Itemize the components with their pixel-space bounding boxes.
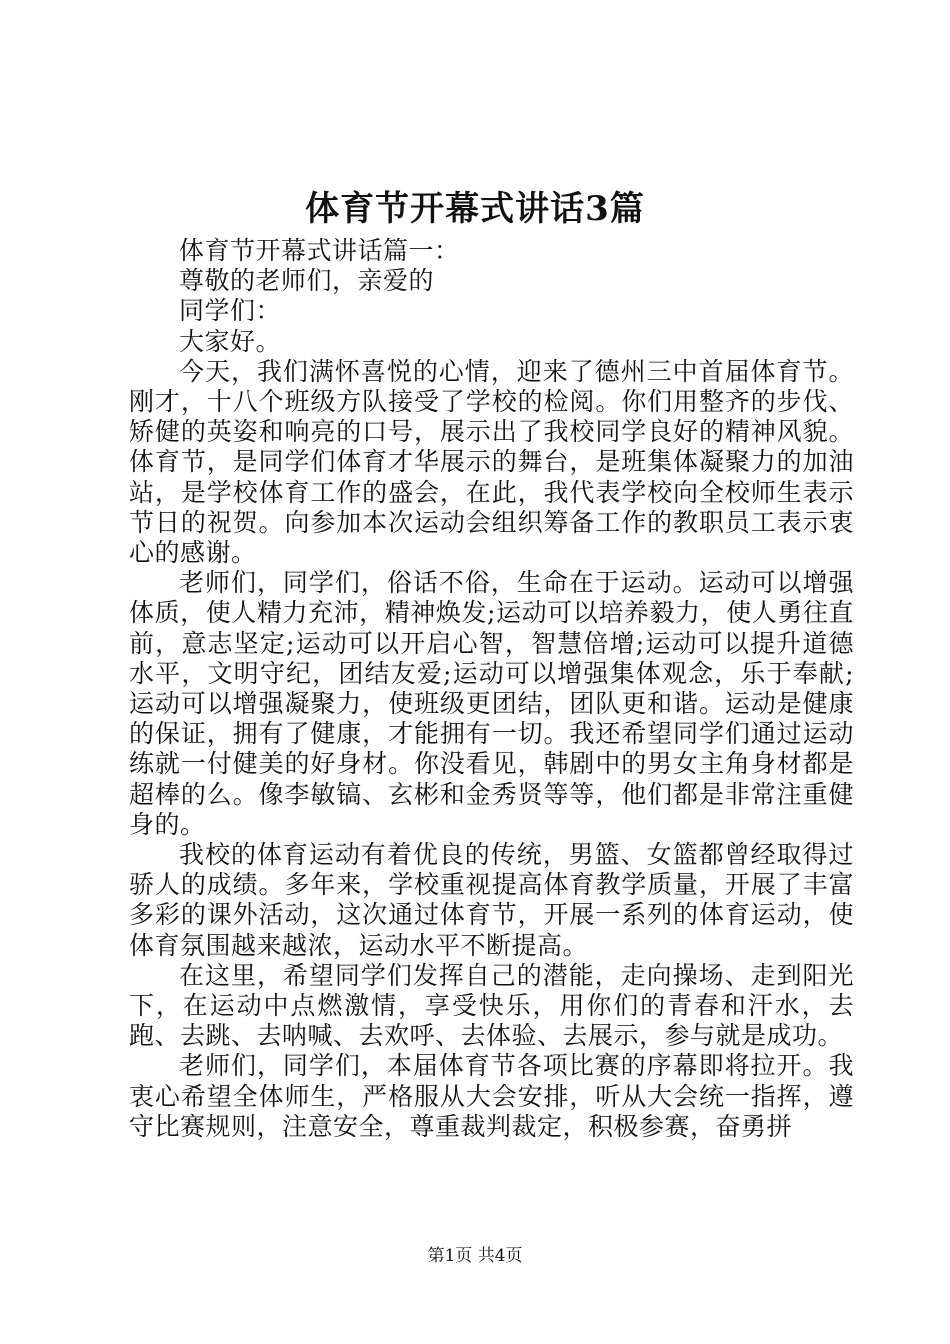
document-body xyxy=(129,236,854,1142)
paragraph: 体育节开幕式讲话篇一： xyxy=(179,236,460,265)
paragraph: 老师们，同学们，俗话不俗，生命在于运动。运动可以增强体质，使人精力充沛，精神焕发;运动可以培养毅力，使人勇往直前，意志坚定;运动可以开启心智，智慧倍增;运动可以提升道德水平，文明守纪，团结友爱;运动可以增强集体观念，乐于奉献;运动可以增强凝聚力，使班级更团结，团队更和谐。运动是健康的保证，拥有了健康，才能拥有一切。我还希望同学们通过运动练就一付健美的好身材。你没看见，韩剧中的男女主角身材都是超棒的么。像李敏镐、玄彬和金秀贤等等，他们都是非常注重健身的。 xyxy=(129,568,854,839)
paragraph: 今天，我们满怀喜悦的心情，迎来了德州三中首届体育节。刚才，十八个班级方队接受了学校的检阅。你们用整齐的步伐、矫健的英姿和响亮的口号，展示出了我校同学良好的精神风貌。体育节，是同学们体育才华展示的舞台，是班集体凝聚力的加油站，是学校体育工作的盛会，在此，我代表学校向全校师生表示节日的祝贺。向参加本次运动会组织筹备工作的教职员工表示衷心的感谢。 xyxy=(129,356,854,568)
paragraph: 我校的体育运动有着优良的传统，男篮、女篮都曾经取得过骄人的成绩。多年来，学校重视提高体育教学质量，开展了丰富多彩的课外活动，这次通过体育节，开展一系列的体育运动，使体育氛围越来越浓，运动水平不断提高。 xyxy=(129,840,854,960)
paragraph: 尊敬的老师们，亲爱的 xyxy=(179,266,435,296)
page-number-footer: 第1页 共4页 xyxy=(427,1246,523,1266)
paragraph: 大家好。 xyxy=(179,326,282,356)
document-title: 体育节开幕式讲话3篇 xyxy=(305,189,645,229)
paragraph: 在这里，希望同学们发挥自己的潜能，走向操场、走到阳光下，在运动中点燃激情，享受快乐，用你们的青春和汗水，去跑、去跳、去呐喊、去欢呼、去体验、去展示，参与就是成功。 xyxy=(129,960,854,1051)
paragraph: 老师们，同学们，本届体育节各项比赛的序幕即将拉开。我衷心希望全体师生，严格服从大会安排，听从大会统一指挥，遵守比赛规则，注意安全，尊重裁判裁定，积极参赛，奋勇拼 xyxy=(129,1051,854,1141)
paragraph: 同学们： xyxy=(179,296,282,326)
